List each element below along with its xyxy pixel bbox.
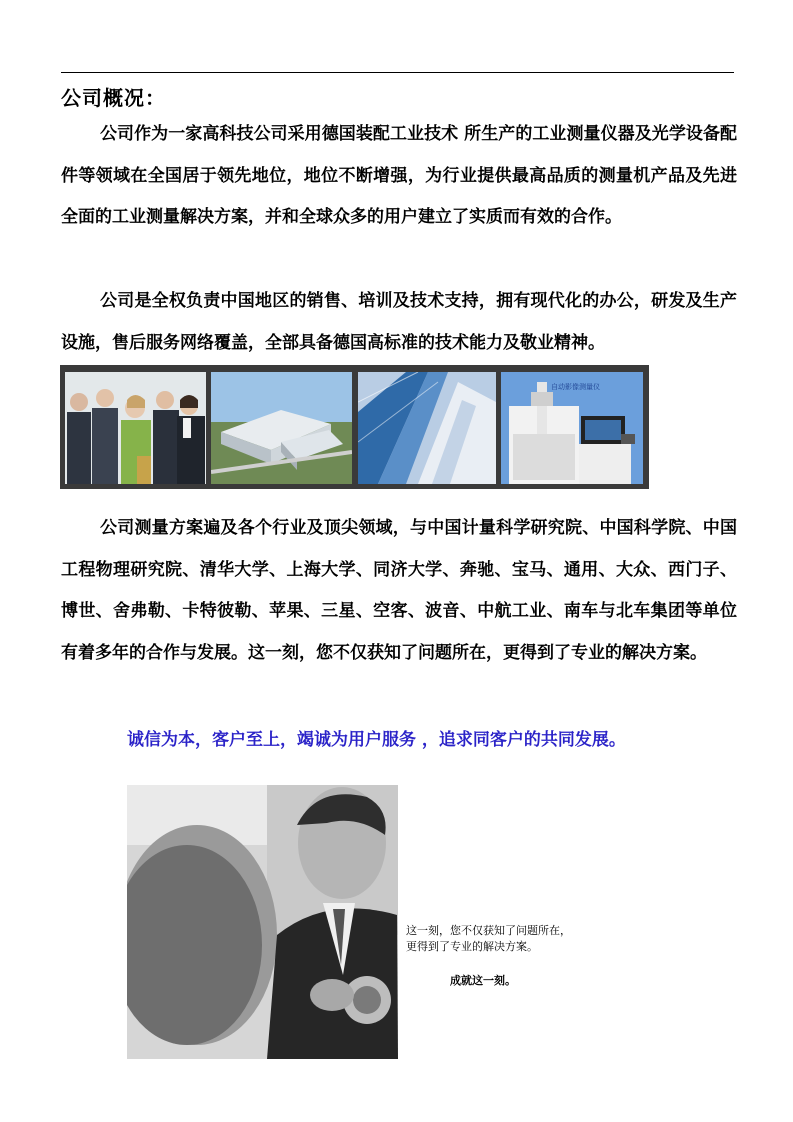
section-heading: 公司概况：	[61, 86, 166, 110]
engineer-photo	[127, 785, 398, 1059]
factory-building-photo	[211, 372, 352, 484]
company-motto: 诚信为本，客户至上，竭诚为用户服务 ，追求同客户的共同发展。	[127, 730, 626, 750]
paragraph-partners: 公司测量方案遍及各个行业及顶尖领域，与中国计量科学研究院、中国科学院、中国工程物理研究院、清华大学、上海大学、同济大学、奔驰、宝马、通用、大众、西门子、博世、舍弗勒、卡特彼勒、苹果、三星、空客、波音、中航工业、南车与北车集团等单位有着多年的合作与发展。这一刻，您不仅获知了问题所在，更得到了专业的解决方案。	[61, 518, 737, 663]
paragraph-service: 公司是全权负责中国地区的销售、培训及技术支持，拥有现代化的办公，研发及生产设施，售后服务网络覆盖，全部具备德国高标准的技术能力及敬业精神。	[61, 291, 737, 353]
photo-caption	[406, 923, 571, 955]
caption-tagline: 成就这一刻。	[450, 974, 516, 987]
measuring-machine-photo	[501, 372, 643, 484]
photo-strip	[60, 365, 649, 489]
device-label: 自动影像测量仪	[551, 383, 600, 391]
glass-tower-photo	[358, 372, 496, 484]
caption-line-1: 这一刻，您不仅获知了问题所在，	[406, 924, 571, 937]
header-rule	[61, 72, 734, 73]
paragraph-intro: 公司作为一家高科技公司采用德国装配工业技术 所生产的工业测量仪器及光学设备配件等领域在全国居于领先地位，地位不断增强，为行业提供最高品质的测量机产品及先进全面的工业测量解决方案，并和全球众多的用户建立了实质而有效的合作。	[61, 124, 737, 227]
caption-line-2: 更得到了专业的解决方案。	[406, 940, 538, 953]
people-meeting-photo	[65, 372, 206, 484]
